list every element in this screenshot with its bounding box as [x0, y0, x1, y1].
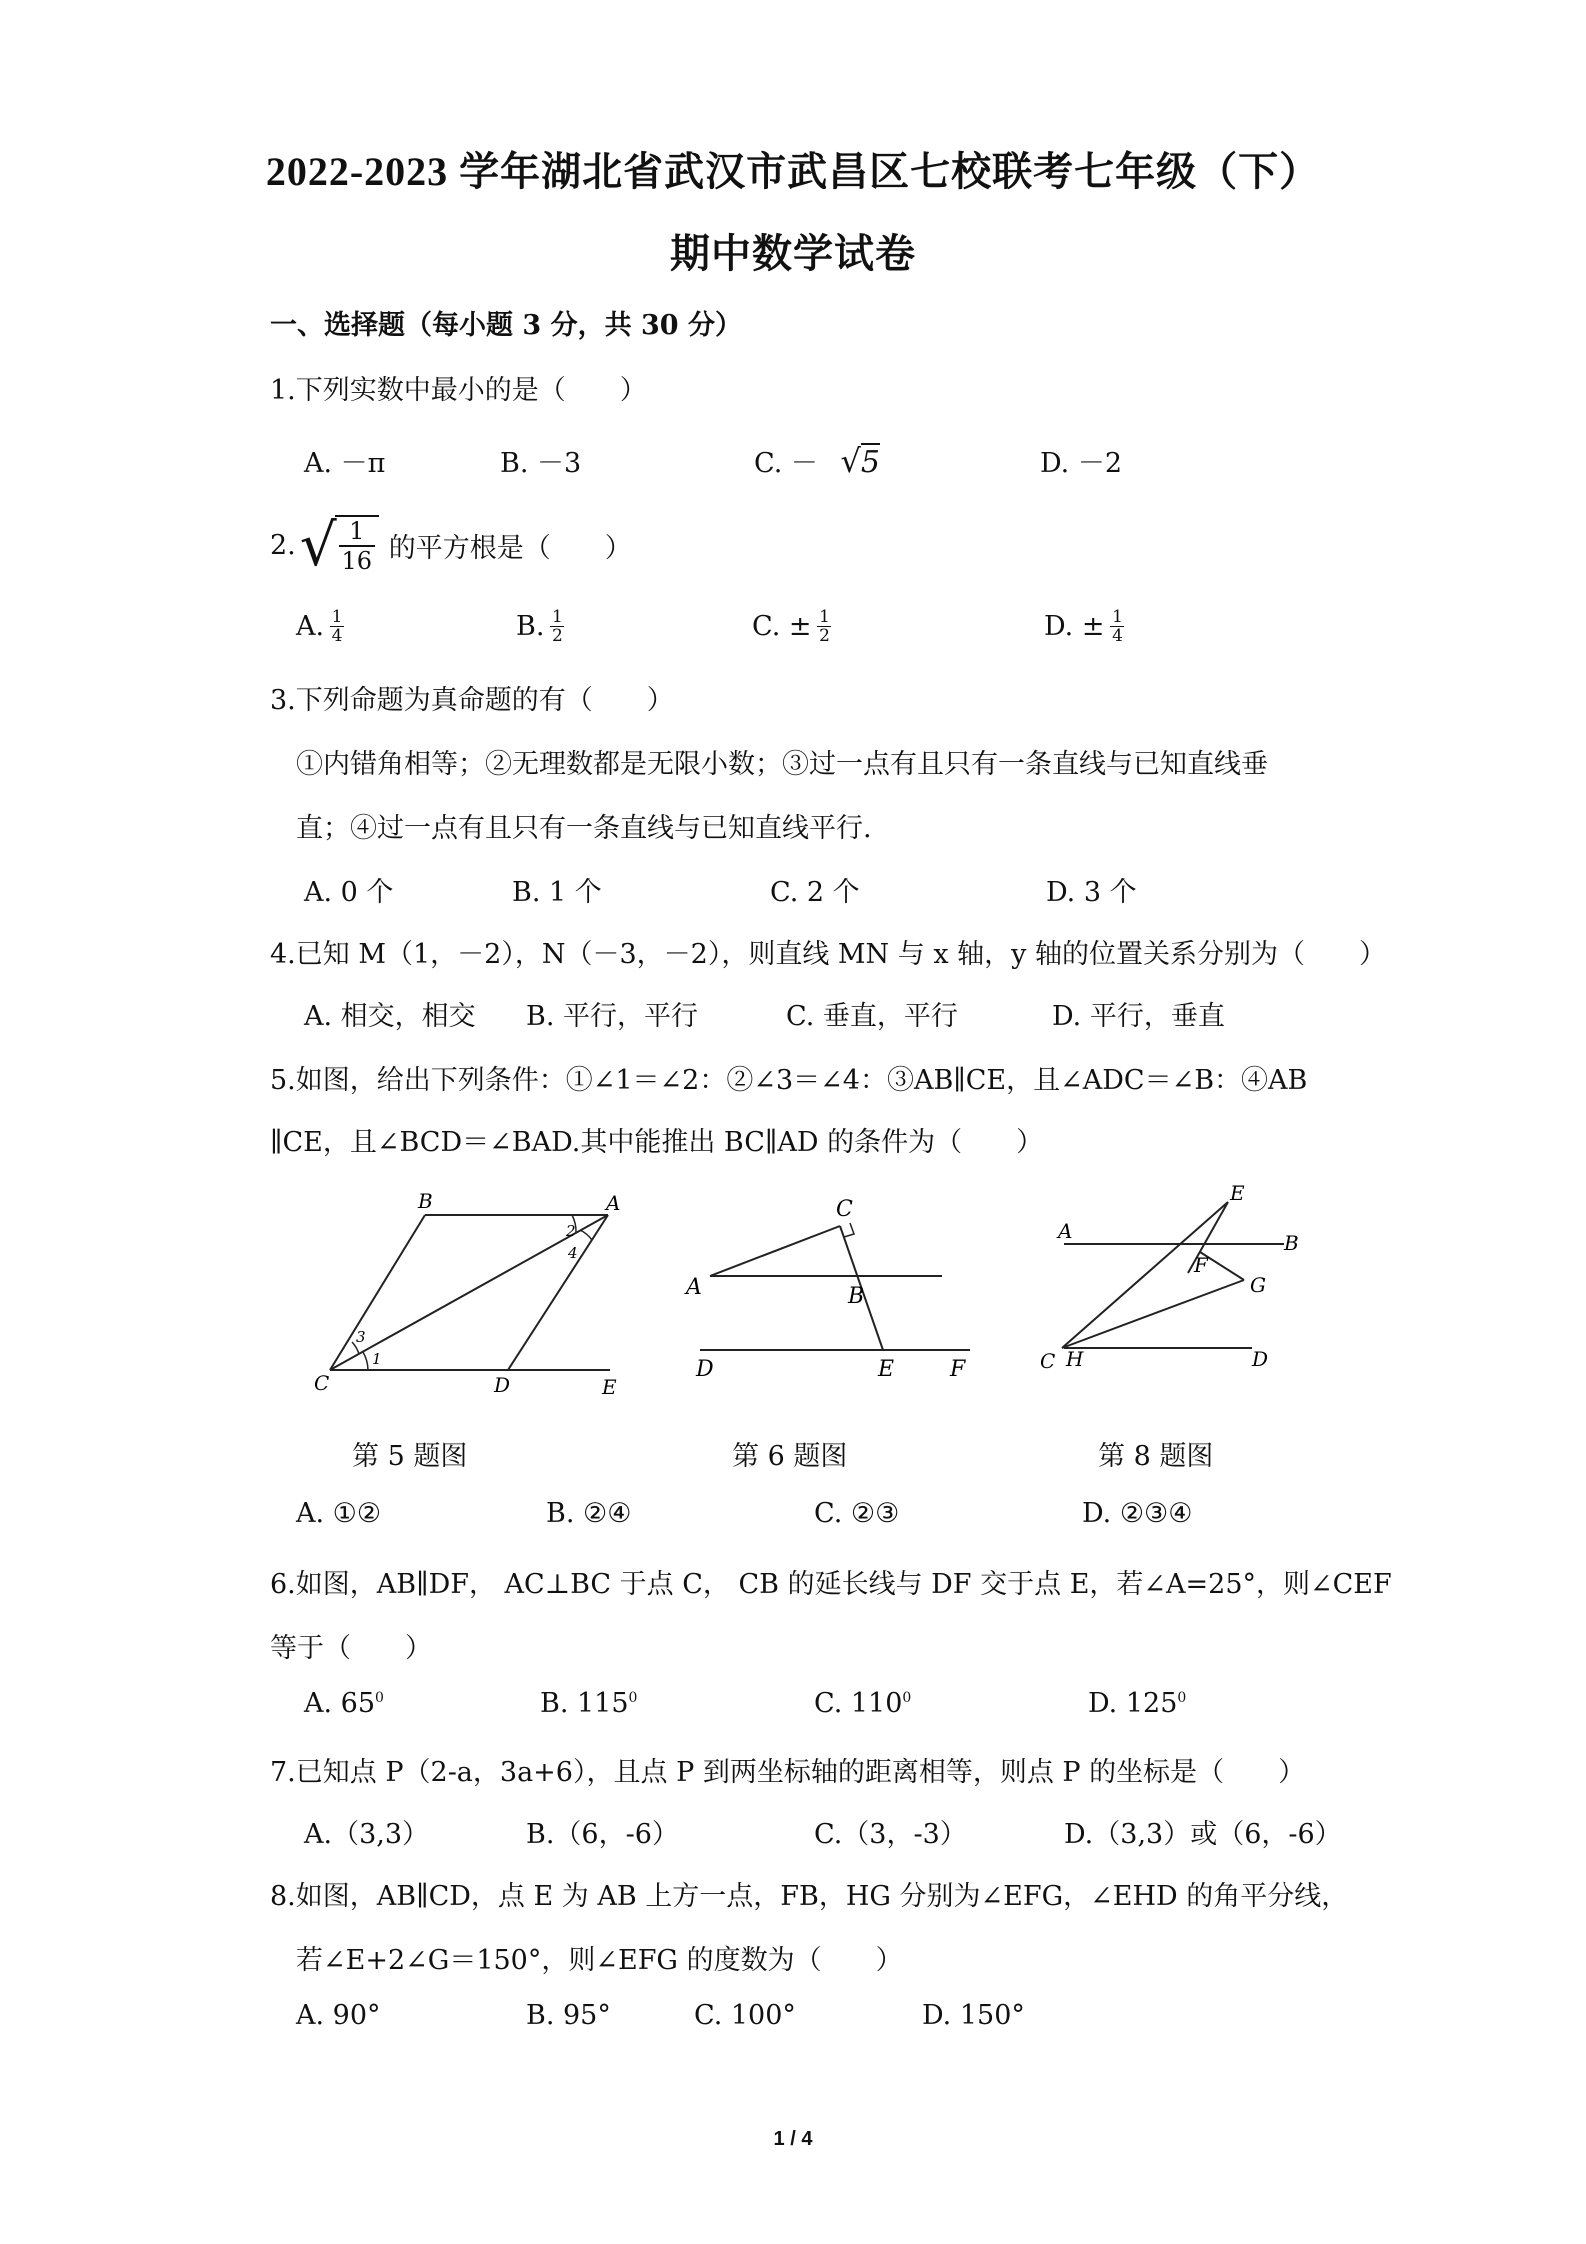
q2-radicand-numerator: 1	[349, 517, 365, 545]
q2-option-c-label: C. ±	[752, 611, 812, 642]
q4-stem: 4.已知 M（1，－2），N（－3，－2），则直线 MN 与 x 轴，y 轴的位置关系分别为（ ）	[270, 939, 1386, 970]
q2-option-d-fraction	[1110, 608, 1124, 645]
fig6-label-a: A	[686, 1275, 702, 1300]
fig5-label-e: E	[602, 1375, 617, 1399]
q6-option-a	[304, 1688, 384, 1719]
fig5-angle-4: 4	[568, 1244, 578, 1262]
fig8-label-e: E	[1230, 1181, 1245, 1205]
denominator: 2	[552, 626, 563, 646]
q8-stem-line1: 8.如图，AB∥CD，点 E 为 AB 上方一点，FB，HG 分别为∠EFG，∠EHD 的角平分线，	[270, 1881, 1349, 1912]
angle-arc-1	[363, 1352, 368, 1370]
fig8-label-b: B	[1284, 1231, 1299, 1255]
fig5-label-d: D	[494, 1373, 511, 1397]
q8-option-d: D. 150°	[922, 2000, 1025, 2031]
q3-statements-line1: ①内错角相等；②无理数都是无限小数；③过一点有且只有一条直线与已知直线垂	[296, 749, 1268, 780]
fig5-angle-2: 2	[566, 1222, 576, 1240]
q2-option-b-label: B.	[516, 611, 545, 642]
q1-option-c-prefix: C. －	[754, 448, 818, 479]
q7-option-c: C.（3，-3）	[814, 1819, 967, 1850]
fig6-label-e: E	[878, 1357, 895, 1382]
q2-option-c	[752, 608, 831, 645]
numerator: 1	[1112, 607, 1123, 627]
section-heading: 一、选择题（每小题 3 分，共 30 分）	[270, 310, 742, 341]
q7-option-b: B.（6，-6）	[526, 1819, 679, 1850]
q4-option-b: B. 平行，平行	[526, 1001, 699, 1032]
numerator: 1	[552, 607, 563, 627]
q1-option-c-radicand: 5	[860, 445, 880, 480]
q2-option-b	[516, 608, 564, 645]
q6-option-a-text: A. 65	[304, 1688, 376, 1719]
q2-radicand-fraction	[335, 515, 379, 575]
fig5-label-a: A	[606, 1191, 621, 1215]
degree-mark: 0	[902, 1690, 912, 1706]
fig8-caption: 第 8 题图	[1098, 1441, 1214, 1472]
q1-option-c	[754, 441, 880, 480]
fig8-label-a: A	[1058, 1219, 1073, 1243]
q3-option-d: D. 3 个	[1046, 877, 1137, 908]
q3-option-b: B. 1 个	[512, 877, 602, 908]
fig8-label-c: C	[1040, 1349, 1056, 1373]
q6-stem-line1: 6.如图，AB∥DF， AC⊥BC 于点 C， CB 的延长线与 DF 交于点 E，若∠A=25°，则∠CEF	[270, 1569, 1392, 1600]
fig6-caption: 第 6 题图	[732, 1441, 848, 1472]
q2-option-d-label: D. ±	[1044, 611, 1105, 642]
q8-stem-line2: 若∠E+2∠G＝150°，则∠EFG 的度数为（ ）	[296, 1945, 903, 1976]
exam-title-line1: 2022-2023 学年湖北省武汉市武昌区七校联考七年级（下）	[265, 149, 1321, 194]
q6-option-d	[1088, 1688, 1186, 1719]
q5-option-d: D. ②③④	[1082, 1498, 1193, 1529]
fig8-label-d: D	[1252, 1347, 1269, 1371]
sqrt-symbol: √	[299, 511, 337, 579]
q6-option-b	[540, 1688, 637, 1719]
segment-cb	[330, 1215, 425, 1370]
q4-option-a: A. 相交，相交	[304, 1001, 476, 1032]
right-angle-mark	[844, 1223, 854, 1237]
figure-q8	[1040, 1180, 1310, 1400]
fig6-label-c: C	[836, 1197, 853, 1222]
degree-mark: 0	[1177, 1690, 1187, 1706]
fig8-label-h: H	[1066, 1347, 1084, 1371]
q5-stem-line2: ∥CE，且∠BCD＝∠BAD.其中能推出 BC∥AD 的条件为（ ）	[270, 1127, 1044, 1158]
fig5-caption: 第 5 题图	[352, 1441, 468, 1472]
q2-stem-suffix: 的平方根是（ ）	[388, 532, 632, 564]
q2-option-a-fraction	[330, 608, 344, 645]
numerator: 1	[819, 607, 830, 627]
fig5-label-c: C	[314, 1371, 330, 1395]
q3-statements-line2: 直；④过一点有且只有一条直线与已知直线平行.	[296, 813, 872, 844]
fig8-label-f: F	[1194, 1253, 1208, 1277]
q1-option-a: A. －π	[304, 448, 386, 479]
degree-mark: 0	[375, 1690, 384, 1706]
q8-option-c: C. 100°	[694, 2000, 796, 2031]
q3-stem: 3.下列命题为真命题的有（ ）	[270, 685, 674, 716]
page-number: 1 / 4	[773, 2128, 813, 2150]
segment-ac	[710, 1226, 840, 1276]
q3-option-c: C. 2 个	[770, 877, 860, 908]
q1-stem: 1.下列实数中最小的是（ ）	[270, 375, 647, 406]
q5-option-c: C. ②③	[814, 1498, 900, 1529]
q6-option-c	[814, 1688, 911, 1719]
q6-option-c-text: C. 110	[814, 1688, 903, 1719]
degree-mark: 0	[628, 1690, 638, 1706]
angle-arc-4	[580, 1230, 592, 1240]
q6-stem-line2: 等于（ ）	[270, 1633, 432, 1664]
q5-stem-line1: 5.如图，给出下列条件：①∠1＝∠2：②∠3＝∠4：③AB∥CE，且∠ADC＝∠B：④AB	[270, 1065, 1308, 1096]
q7-stem: 7.已知点 P（2-a，3a+6），且点 P 到两坐标轴的距离相等，则点 P 的坐标是（ ）	[270, 1757, 1306, 1788]
q6-option-b-text: B. 115	[540, 1688, 629, 1719]
q6-option-d-text: D. 125	[1088, 1688, 1178, 1719]
q2-radicand-denominator: 16	[341, 547, 372, 575]
exam-title-line2: 期中数学试卷	[670, 231, 916, 276]
q7-option-a: A.（3,3）	[304, 1819, 430, 1850]
q2-stem	[270, 511, 632, 579]
fig5-angle-1: 1	[372, 1350, 382, 1368]
figure-q6	[680, 1190, 980, 1400]
fig8-label-g: G	[1250, 1273, 1266, 1297]
segment-hg	[1062, 1280, 1244, 1348]
fig6-label-d: D	[696, 1357, 714, 1382]
q1-option-d: D. －2	[1040, 448, 1123, 479]
q5-option-a: A. ①②	[296, 1498, 382, 1529]
fig5-label-b: B	[418, 1190, 433, 1213]
fig5-angle-3: 3	[356, 1328, 366, 1346]
q8-option-a: A. 90°	[296, 2000, 381, 2031]
segment-ad	[508, 1215, 608, 1370]
q2-option-b-fraction	[550, 608, 564, 645]
q2-option-d	[1044, 608, 1124, 645]
q1-option-b: B. －3	[500, 448, 582, 479]
q7-option-d: D.（3,3）或（6，-6）	[1064, 1819, 1342, 1850]
q8-option-b: B. 95°	[526, 2000, 611, 2031]
q2-option-a-label: A.	[296, 611, 325, 642]
fig6-label-b: B	[848, 1284, 865, 1309]
numerator: 1	[331, 607, 343, 627]
sqrt-symbol: √	[840, 442, 861, 480]
q2-option-a	[296, 608, 344, 645]
denominator: 4	[331, 626, 343, 646]
q4-option-d: D. 平行，垂直	[1052, 1001, 1225, 1032]
q3-option-a: A. 0 个	[304, 877, 394, 908]
q5-option-b: B. ②④	[546, 1498, 632, 1529]
q2-option-c-fraction	[817, 608, 831, 645]
fig6-label-f: F	[950, 1357, 966, 1382]
q4-option-c: C. 垂直，平行	[786, 1001, 958, 1032]
denominator: 2	[819, 626, 830, 646]
figure-q5	[310, 1190, 640, 1400]
denominator: 4	[1112, 626, 1123, 646]
q2-number: 2.	[270, 529, 296, 561]
